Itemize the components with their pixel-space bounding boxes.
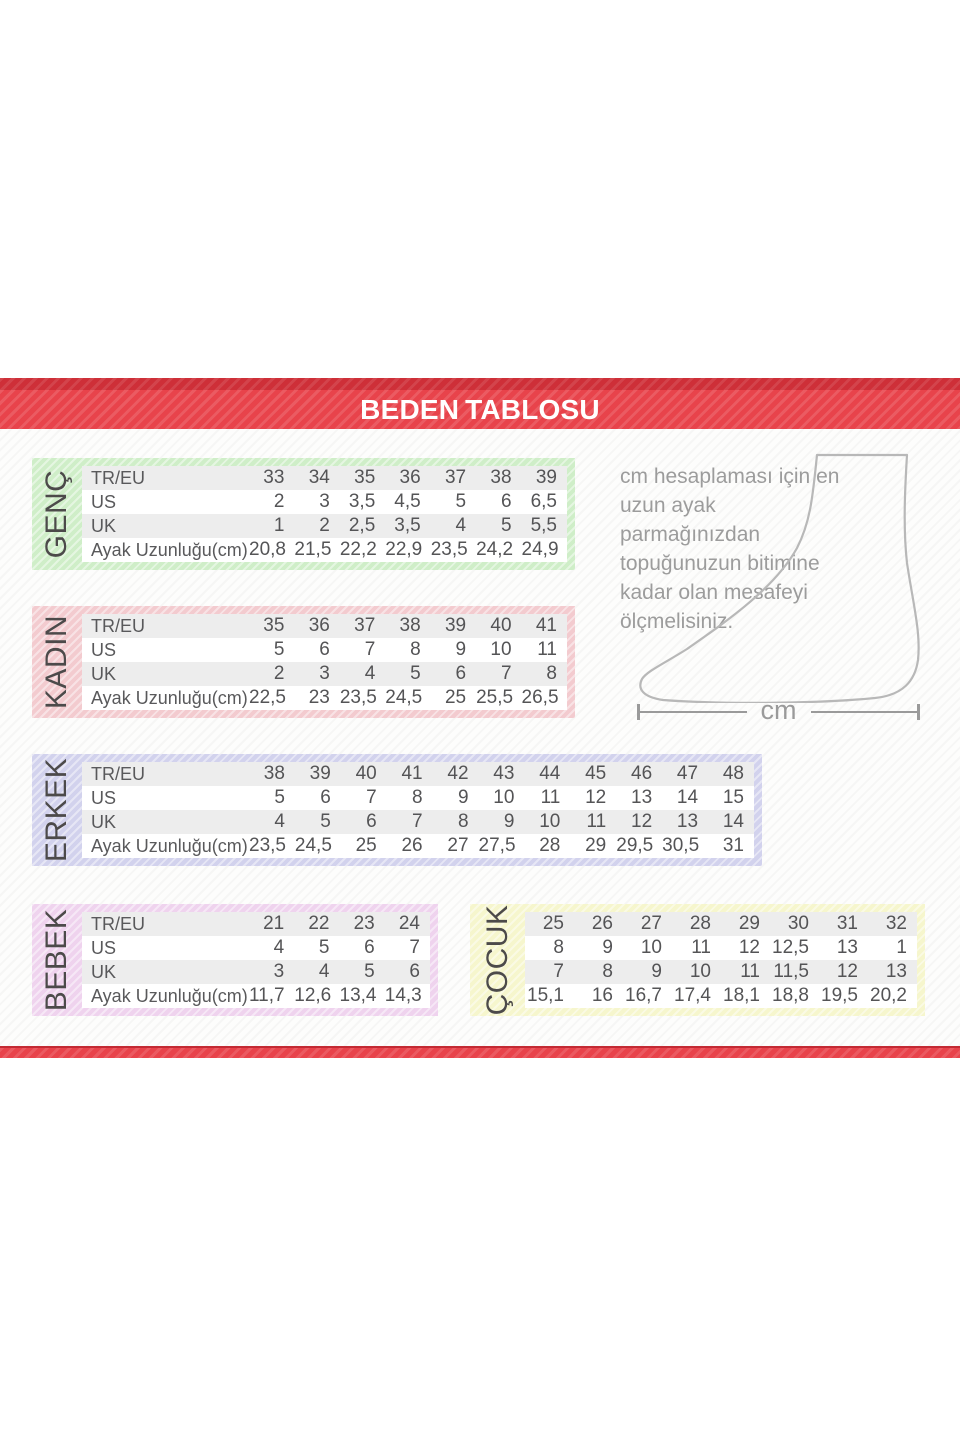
size-cell: 12	[819, 960, 868, 984]
size-cell: 6	[385, 960, 430, 984]
table-row	[525, 984, 917, 1008]
size-cell: 18,1	[721, 984, 770, 1008]
size-cell: 3	[294, 490, 339, 514]
size-cell: 27	[433, 834, 479, 858]
size-cell: 8	[522, 662, 567, 686]
size-cell: 5	[249, 638, 294, 662]
size-cell: 28	[672, 912, 721, 936]
measure-line-left	[640, 711, 747, 713]
row-label: Ayak Uzunluğu(cm)	[82, 686, 249, 710]
size-cell: 10	[672, 960, 721, 984]
table-row	[82, 960, 430, 984]
size-cell: 2,5	[340, 514, 385, 538]
size-cell: 11	[570, 810, 616, 834]
size-cell: 23,5	[340, 686, 385, 710]
size-cell: 41	[522, 614, 567, 638]
table-side-label-bebek	[32, 908, 82, 1012]
size-cell: 25	[341, 834, 387, 858]
size-cell: 32	[868, 912, 917, 936]
size-cell: 6	[476, 490, 521, 514]
size-cell: 22,9	[385, 538, 430, 562]
size-cell: 9	[433, 786, 479, 810]
size-cell: 35	[340, 466, 385, 490]
size-cell: 31	[819, 912, 868, 936]
size-cell: 7	[476, 662, 521, 686]
size-cell: 6	[431, 662, 476, 686]
size-cell: 11,7	[249, 984, 294, 1008]
size-cell: 9	[431, 638, 476, 662]
row-label: UK	[82, 810, 249, 834]
size-cell: 5	[294, 936, 339, 960]
row-label: UK	[82, 662, 249, 686]
size-table-cocuk	[470, 904, 925, 1016]
size-cell: 7	[340, 638, 385, 662]
size-cell: 1	[249, 514, 294, 538]
size-cell: 6	[294, 638, 339, 662]
table-label: BEBEK	[40, 908, 73, 1012]
row-label: Ayak Uzunluğu(cm)	[82, 834, 249, 858]
size-cell: 11,5	[770, 960, 819, 984]
table-label: ERKEK	[40, 757, 73, 863]
size-cell: 20,8	[249, 538, 294, 562]
size-cell: 26	[574, 912, 623, 936]
table-row	[82, 662, 567, 686]
table-row	[82, 538, 567, 562]
size-cell: 39	[431, 614, 476, 638]
table-row	[525, 936, 917, 960]
size-cell: 12,6	[294, 984, 339, 1008]
size-cell: 39	[295, 762, 341, 786]
size-cell: 9	[574, 936, 623, 960]
size-cell: 38	[249, 762, 295, 786]
size-cell: 11	[721, 960, 770, 984]
size-cell: 37	[340, 614, 385, 638]
table-row	[82, 810, 754, 834]
cm-measure-line	[637, 694, 920, 725]
size-cell: 48	[708, 762, 754, 786]
size-cell: 5	[340, 960, 385, 984]
table-row	[82, 834, 754, 858]
size-cell: 35	[249, 614, 294, 638]
size-cell: 25	[525, 912, 574, 936]
size-cell: 28	[524, 834, 570, 858]
size-cell: 22	[294, 912, 339, 936]
size-cell: 8	[385, 638, 430, 662]
size-cell: 4	[249, 936, 294, 960]
size-cell: 22,2	[340, 538, 385, 562]
size-cell: 10	[623, 936, 672, 960]
table-row	[82, 638, 567, 662]
size-cell: 24,2	[476, 538, 521, 562]
table-row	[82, 686, 567, 710]
row-label: TR/EU	[82, 762, 249, 786]
size-cell: 21	[249, 912, 294, 936]
row-label: US	[82, 490, 249, 514]
size-cell: 21,5	[294, 538, 339, 562]
size-table	[82, 762, 754, 858]
size-cell: 12	[721, 936, 770, 960]
table-label: KADIN	[40, 614, 73, 710]
table-row	[82, 614, 567, 638]
size-cell: 38	[385, 614, 430, 638]
size-cell: 25,5	[476, 686, 521, 710]
size-cell: 11	[522, 638, 567, 662]
size-cell: 29,5	[616, 834, 662, 858]
size-cell: 5	[476, 514, 521, 538]
row-label: TR/EU	[82, 912, 249, 936]
table-row	[82, 514, 567, 538]
table-side-label-genc	[32, 466, 82, 562]
size-cell: 24,9	[522, 538, 567, 562]
row-label: Ayak Uzunluğu(cm)	[82, 538, 249, 562]
size-cell: 12	[570, 786, 616, 810]
page-title: BEDEN TABLOSU	[360, 393, 600, 425]
table-side-label-kadin	[32, 614, 82, 710]
size-cell: 8	[574, 960, 623, 984]
size-cell: 30	[770, 912, 819, 936]
size-cell: 7	[385, 936, 430, 960]
size-cell: 29	[721, 912, 770, 936]
size-cell: 20,2	[868, 984, 917, 1008]
size-cell: 7	[525, 960, 574, 984]
size-cell: 42	[433, 762, 479, 786]
size-cell: 43	[479, 762, 525, 786]
banner-top-stripe	[0, 378, 960, 390]
size-cell: 3,5	[385, 514, 430, 538]
size-cell: 14	[708, 810, 754, 834]
size-cell: 12,5	[770, 936, 819, 960]
size-cell: 10	[524, 810, 570, 834]
size-cell: 16	[574, 984, 623, 1008]
table-row	[82, 984, 430, 1008]
size-cell: 26,5	[522, 686, 567, 710]
size-cell: 47	[662, 762, 708, 786]
row-label: UK	[82, 514, 249, 538]
size-cell: 1	[868, 936, 917, 960]
row-label: US	[82, 638, 249, 662]
size-cell: 13	[662, 810, 708, 834]
table-row	[82, 786, 754, 810]
size-cell: 6	[341, 810, 387, 834]
size-cell: 14,3	[385, 984, 430, 1008]
table-row	[82, 762, 754, 786]
table-side-label-erkek	[32, 757, 82, 863]
size-cell: 24,5	[295, 834, 341, 858]
title-banner	[0, 390, 960, 429]
size-cell: 4	[431, 514, 476, 538]
size-cell: 9	[479, 810, 525, 834]
size-cell: 4	[340, 662, 385, 686]
size-cell: 11	[672, 936, 721, 960]
size-cell: 16,7	[623, 984, 672, 1008]
size-cell: 8	[387, 786, 433, 810]
size-cell: 41	[387, 762, 433, 786]
size-cell: 45	[570, 762, 616, 786]
row-label: UK	[82, 960, 249, 984]
size-cell: 2	[249, 662, 294, 686]
table-label: ÇOCUK	[480, 904, 514, 1016]
size-cell: 2	[294, 514, 339, 538]
size-cell: 13	[868, 960, 917, 984]
size-cell: 22,5	[249, 686, 294, 710]
row-label: US	[82, 786, 249, 810]
row-label: TR/EU	[82, 614, 249, 638]
size-cell: 13	[616, 786, 662, 810]
size-cell: 7	[387, 810, 433, 834]
size-cell: 38	[476, 466, 521, 490]
size-cell: 6,5	[522, 490, 567, 514]
table-side-label-cocuk	[470, 904, 525, 1016]
size-cell: 5	[295, 810, 341, 834]
measure-line-right	[811, 711, 918, 713]
size-cell: 36	[385, 466, 430, 490]
size-cell: 4	[249, 810, 295, 834]
size-cell: 46	[616, 762, 662, 786]
size-cell: 17,4	[672, 984, 721, 1008]
size-cell: 34	[294, 466, 339, 490]
size-cell: 12	[616, 810, 662, 834]
row-label: US	[82, 936, 249, 960]
row-label: TR/EU	[82, 466, 249, 490]
size-cell: 13,4	[340, 984, 385, 1008]
size-cell: 19,5	[819, 984, 868, 1008]
size-cell: 3,5	[340, 490, 385, 514]
size-cell: 23	[294, 686, 339, 710]
size-table-erkek	[32, 754, 762, 866]
size-cell: 2	[249, 490, 294, 514]
size-cell: 40	[341, 762, 387, 786]
size-cell: 5	[385, 662, 430, 686]
size-cell: 5	[249, 786, 295, 810]
table-row	[82, 936, 430, 960]
size-cell: 7	[341, 786, 387, 810]
size-cell: 4	[294, 960, 339, 984]
size-cell: 26	[387, 834, 433, 858]
table-row	[82, 466, 567, 490]
size-cell: 5	[431, 490, 476, 514]
size-cell: 27	[623, 912, 672, 936]
size-cell: 37	[431, 466, 476, 490]
size-table-bebek	[32, 904, 438, 1016]
table-label: GENÇ	[40, 469, 73, 559]
size-cell: 30,5	[662, 834, 708, 858]
size-cell: 13	[819, 936, 868, 960]
size-cell: 44	[524, 762, 570, 786]
size-cell: 15,1	[525, 984, 574, 1008]
size-cell: 6	[295, 786, 341, 810]
size-cell: 27,5	[479, 834, 525, 858]
size-cell: 4,5	[385, 490, 430, 514]
size-cell: 23	[340, 912, 385, 936]
size-cell: 25	[431, 686, 476, 710]
size-cell: 15	[708, 786, 754, 810]
size-cell: 24	[385, 912, 430, 936]
size-cell: 5,5	[522, 514, 567, 538]
size-cell: 9	[623, 960, 672, 984]
size-cell: 24,5	[385, 686, 430, 710]
table-row	[82, 490, 567, 514]
size-cell: 23,5	[431, 538, 476, 562]
size-cell: 36	[294, 614, 339, 638]
foot-outline-illustration	[635, 453, 925, 703]
size-cell: 39	[522, 466, 567, 490]
size-cell: 8	[433, 810, 479, 834]
size-table	[82, 614, 567, 710]
size-cell: 18,8	[770, 984, 819, 1008]
table-row	[82, 912, 430, 936]
table-row	[525, 960, 917, 984]
measurement-instruction-text: cm hesaplaması için en uzun ayak parmağınızdan topuğunuzun bitimine kadar olan mesafeyi ölçmelisiniz.	[620, 465, 840, 633]
cm-unit-label: cm	[760, 694, 797, 725]
size-table-genc	[32, 458, 575, 570]
row-label: Ayak Uzunluğu(cm)	[82, 984, 249, 1008]
size-cell: 33	[249, 466, 294, 490]
size-cell: 31	[708, 834, 754, 858]
size-table-kadin	[32, 606, 575, 718]
size-table	[82, 912, 430, 1008]
size-table	[82, 466, 567, 562]
footer-red-stripe	[0, 1046, 960, 1058]
size-cell: 10	[476, 638, 521, 662]
measure-tick-right	[917, 704, 920, 720]
size-cell: 3	[294, 662, 339, 686]
size-cell: 14	[662, 786, 708, 810]
size-cell: 40	[476, 614, 521, 638]
size-cell: 23,5	[249, 834, 295, 858]
size-cell: 3	[249, 960, 294, 984]
table-row	[525, 912, 917, 936]
size-cell: 6	[340, 936, 385, 960]
size-table	[525, 912, 917, 1008]
size-cell: 10	[479, 786, 525, 810]
size-cell: 11	[524, 786, 570, 810]
size-cell: 29	[570, 834, 616, 858]
size-cell: 8	[525, 936, 574, 960]
